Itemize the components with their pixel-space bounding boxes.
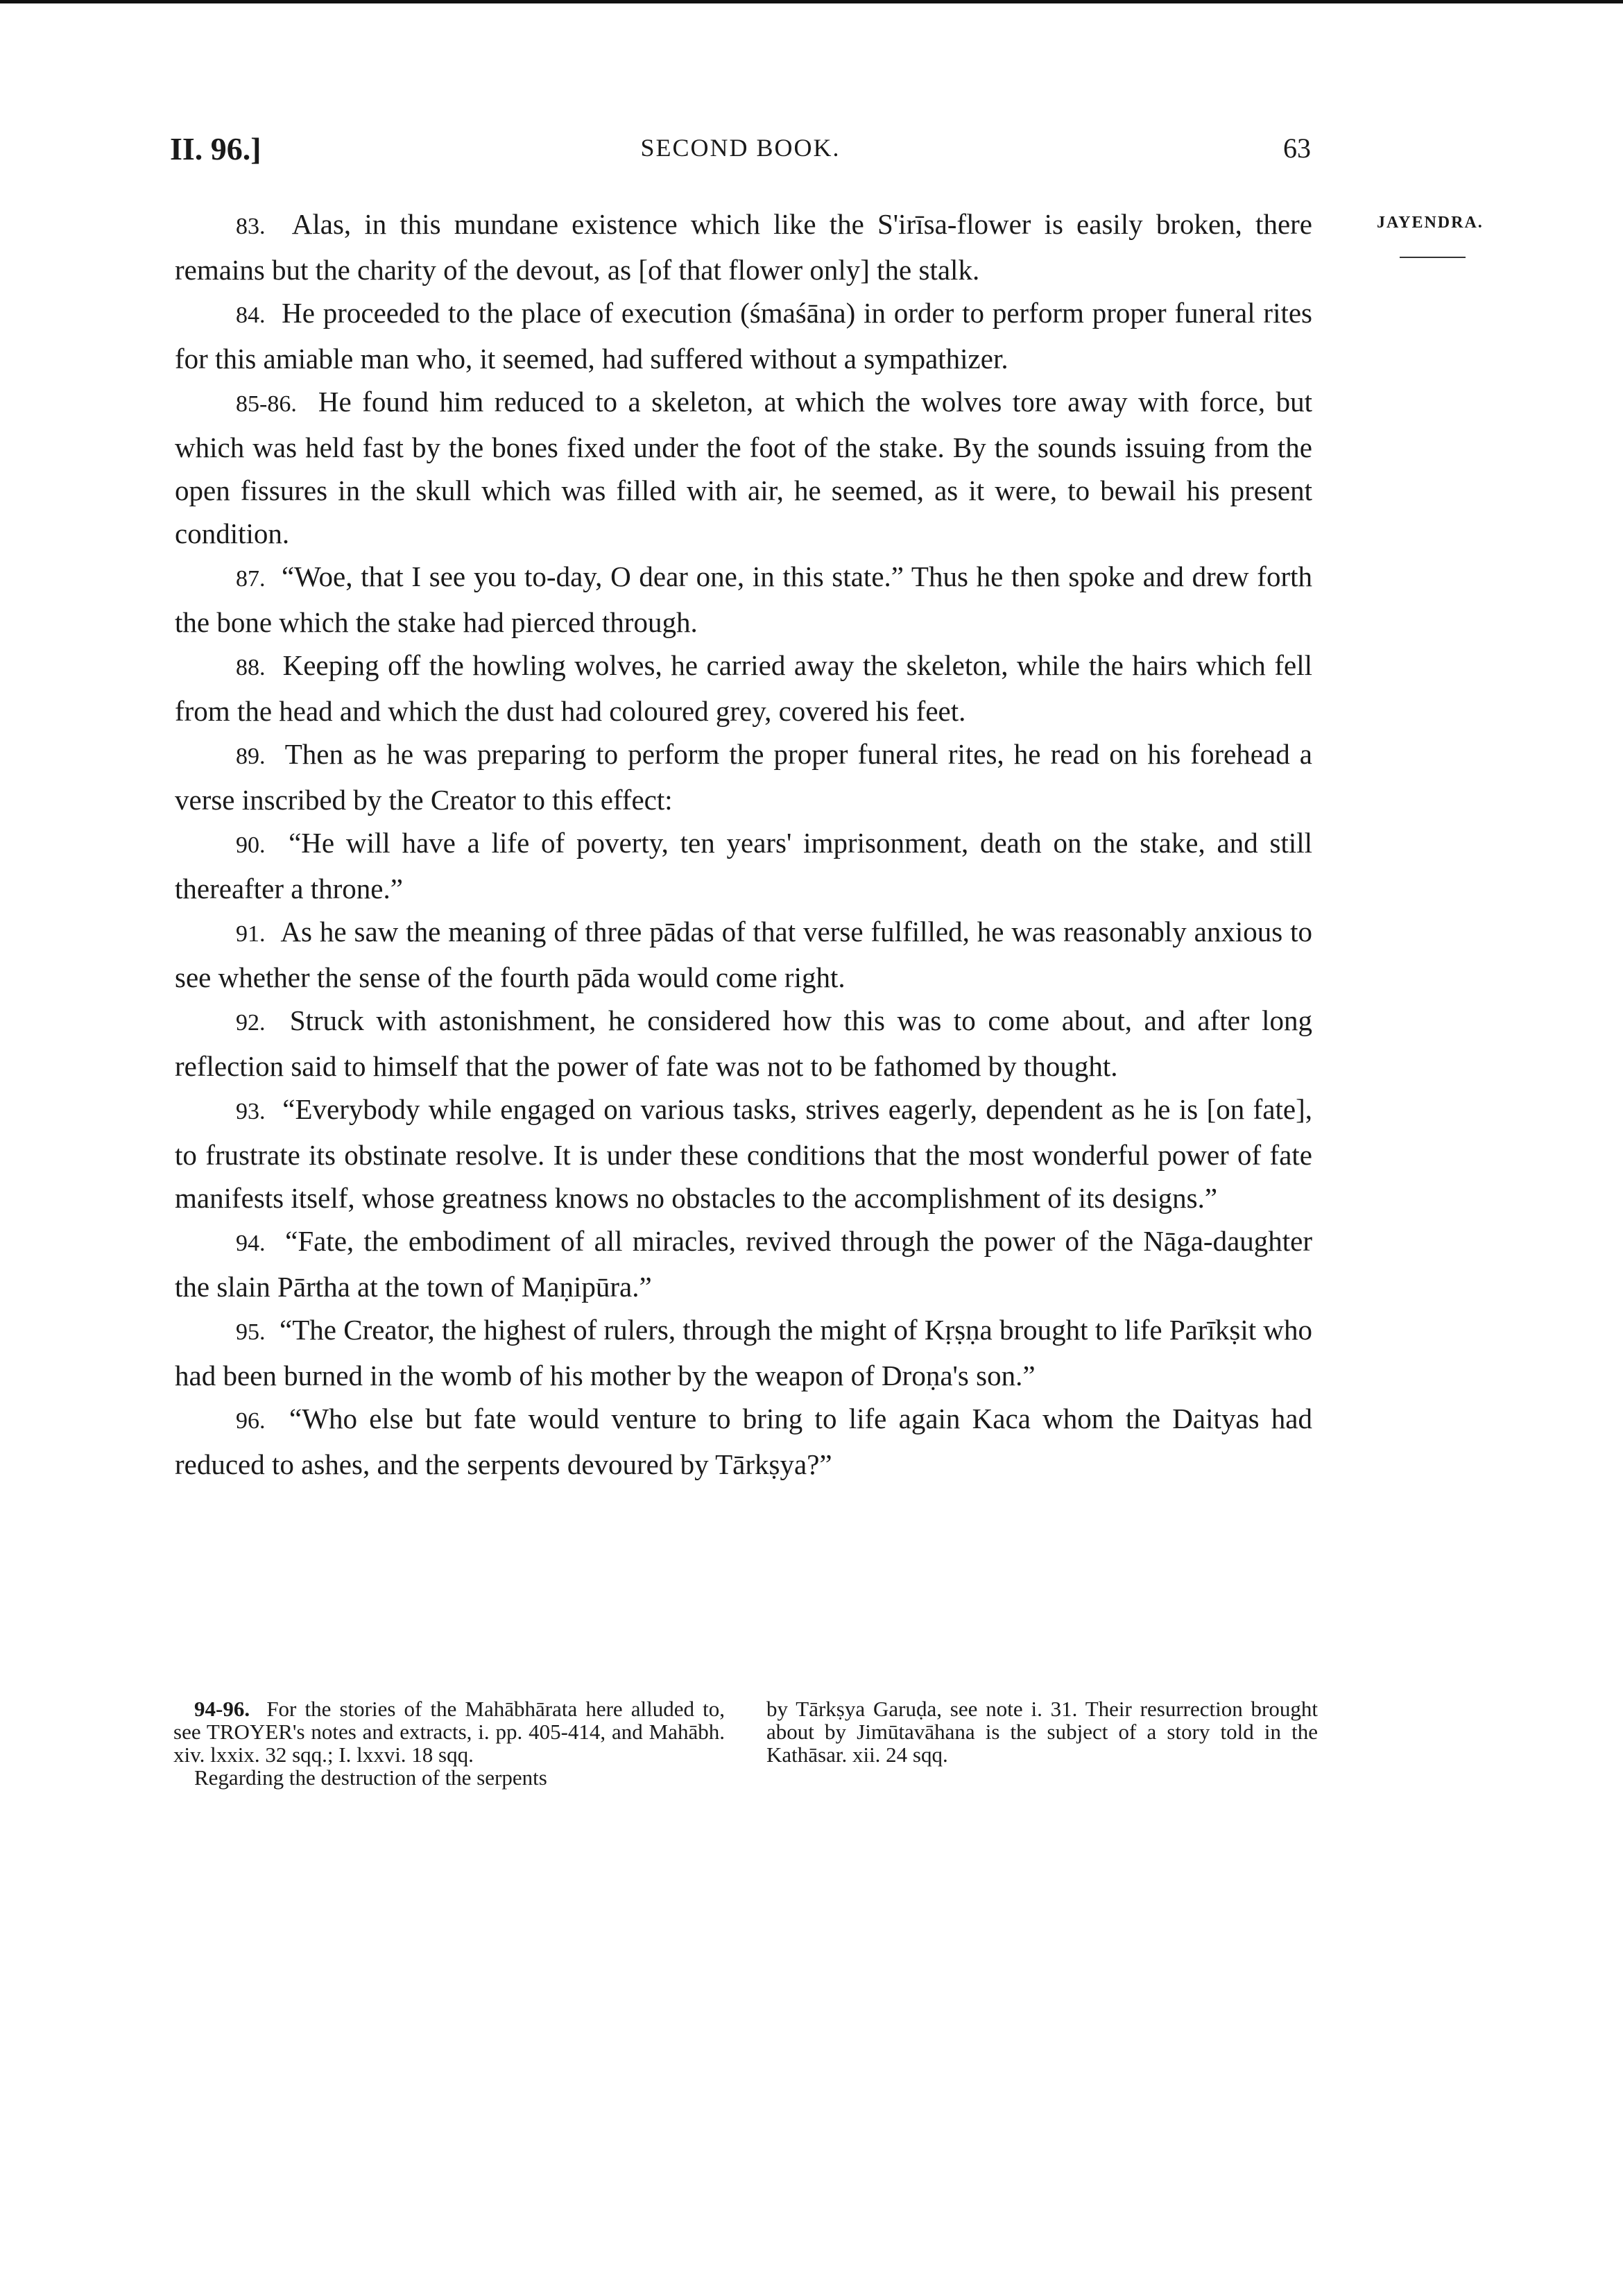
- verse-90: [175, 821, 1312, 910]
- verse-text: “Everybody while engaged on various tasks, strives eagerly, dependent as he is [on fate], to frustrate its obstinate resolve. It is under these conditions that the most wonderful power of fate manifests itself, whose greatness knows no obstacles to the accomplishment of its designs.”: [175, 1093, 1313, 1214]
- verse-91: [175, 910, 1312, 999]
- verse-number: 90.: [236, 832, 266, 858]
- footnote-label: 94-96.: [194, 1697, 250, 1721]
- verse-87: [175, 555, 1312, 644]
- verse-text: He proceeded to the place of execution (śmaśāna) in order to perform proper funeral rites for this amiable man who, it seemed, had suffered without a sympathizer.: [175, 297, 1313, 375]
- footnote-paragraph: [173, 1766, 725, 1789]
- margin-note-rule: [1400, 257, 1466, 258]
- verse-text: Struck with astonishment, he considered how this was to come about, and after long reflection said to himself that the power of fate was not to be fathomed by thought.: [175, 1004, 1313, 1082]
- top-border: [0, 0, 1623, 3]
- verse-92: [175, 999, 1312, 1088]
- verse-number: 84.: [236, 302, 266, 328]
- book-title: SECOND BOOK.: [640, 134, 841, 162]
- verse-text: “The Creator, the highest of rulers, through the might of Kṛṣṇa brought to life Parīkṣit who had been burned in the womb of his mother by the weapon of Droṇa's son.”: [175, 1314, 1313, 1391]
- verse-88: [175, 644, 1312, 733]
- verse-number: 95.: [236, 1319, 266, 1345]
- footnote-column-right: [766, 1697, 1318, 1789]
- verse-96: [175, 1397, 1312, 1486]
- footnote-text: For the stories of the Mahābhārata here alluded to, see TROYER's notes and extracts, i. pp. 405-414, and Mahābh. xiv. lxxix. 32 sqq.; I. lxxvi. 18 sqq.: [173, 1697, 725, 1767]
- verse-text: “Who else but fate would venture to bring to life again Kaca whom the Daityas had reduced to ashes, and the serpents devoured by Tārkṣya?”: [175, 1403, 1313, 1480]
- verse-text: “Fate, the embodiment of all miracles, revived through the power of the Nāga-daughter the slain Pārtha at the town of Maṇipūra.”: [175, 1225, 1313, 1303]
- footnote-column-left: [173, 1697, 725, 1789]
- footnote-paragraph: [766, 1697, 1318, 1766]
- verse-number: 89.: [236, 744, 266, 769]
- verse-text: As he saw the meaning of three pādas of that verse fulfilled, he was reasonably anxious to see whether the sense of the fourth pāda would come right.: [175, 916, 1313, 993]
- verse-number: 94.: [236, 1231, 266, 1256]
- verse-text: Then as he was preparing to perform the proper funeral rites, he read on his forehead a verse inscribed by the Creator to this effect:: [175, 738, 1313, 816]
- footnote-paragraph: [173, 1697, 725, 1766]
- verse-number: 92.: [236, 1010, 266, 1036]
- verse-number: 96.: [236, 1408, 266, 1434]
- verse-number: 85-86.: [236, 391, 297, 417]
- verse-text: He found him reduced to a skeleton, at which the wolves tore away with force, but which was held fast by the bones fixed under the foot of the stake. By the sounds issuing from the open fissures in the skull which was filled with air, he seemed, as it were, to bewail his present condition.: [175, 386, 1312, 549]
- verse-84: [175, 291, 1312, 380]
- verse-text: Keeping off the howling wolves, he carried away the skeleton, while the hairs which fell from the head and which the dust had coloured grey, covered his feet.: [175, 649, 1312, 727]
- verse-number: 93.: [236, 1099, 266, 1124]
- verse-94: [175, 1219, 1312, 1308]
- verse-number: 91.: [236, 921, 266, 947]
- verse-text: “He will have a life of poverty, ten years' imprisonment, death on the stake, and still thereafter a throne.”: [175, 827, 1313, 905]
- main-text: [175, 203, 1312, 1486]
- verse-number: 83.: [236, 214, 266, 239]
- verse-95: [175, 1308, 1312, 1397]
- footnote-text: Regarding the destruction of the serpents: [194, 1765, 547, 1790]
- verse-text: Alas, in this mundane existence which like the S'irīsa-flower is easily broken, there remains but the charity of the devout, as [of that flower only] the stalk.: [175, 208, 1312, 286]
- footnote-text: by Tārkṣya Garuḍa, see note i. 31. Their resurrection brought about by Jimūtavāhana is the subject of a story told in the Kathāsar. xii. 24 sqq.: [766, 1697, 1318, 1767]
- verse-number: 88.: [236, 655, 266, 680]
- running-header: [170, 130, 1311, 172]
- verse-number: 87.: [236, 566, 266, 592]
- verse-85-86: [175, 380, 1312, 555]
- section-reference: II. 96.]: [170, 131, 261, 166]
- verse-83: [175, 203, 1312, 291]
- verse-text: “Woe, that I see you to-day, O dear one, in this state.” Thus he then spoke and drew forth the bone which the stake had pierced through.: [175, 560, 1313, 638]
- page-number: 63: [1283, 132, 1311, 164]
- verse-93: [175, 1088, 1312, 1219]
- footnotes: [173, 1697, 1318, 1789]
- margin-note: JAYENDRA.: [1377, 214, 1484, 232]
- verse-89: [175, 733, 1312, 821]
